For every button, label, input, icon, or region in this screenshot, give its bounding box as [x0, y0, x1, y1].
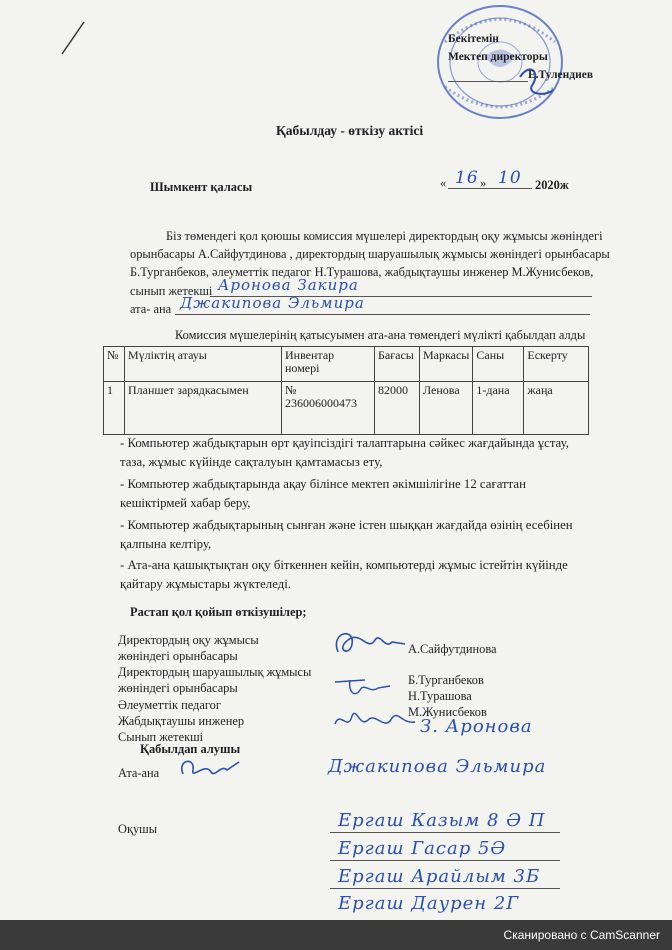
received-heading: Қабылдап алушы [140, 742, 241, 756]
name-4: М.Жунисбеков [408, 705, 487, 719]
date-open-quote: « [440, 176, 447, 190]
parent-underline [175, 314, 590, 315]
cell-quantity: 1-дана [473, 382, 524, 435]
cell-note: жаңа [524, 382, 589, 435]
cell-inventory-number: № 236006000473 [282, 382, 375, 435]
rule-line-6: қалпына келтіру, [120, 537, 212, 551]
cell-item-name: Планшет зарядкасымен [125, 382, 282, 435]
header-price: Бағасы [375, 347, 420, 382]
header-note: Ескерту [524, 347, 589, 382]
student-2: Ергаш Гасар 5Ә [338, 838, 507, 859]
student-3-underline [330, 888, 560, 889]
pen-mark [60, 18, 90, 58]
signatures-heading: Растап қол қойып өткізушілер; [130, 605, 307, 619]
approval-sign-line [448, 81, 528, 82]
approval-line-name: Е.Тулендиев [528, 69, 594, 81]
role-5: Әлеуметтік педагог [118, 698, 221, 712]
cell-brand: Ленова [420, 382, 473, 435]
table-header-row [104, 347, 589, 382]
rule-line-3: - Компьютер жабдықтарында ақау білінсе мектеп әкімшілігіне 12 сағаттан [120, 477, 526, 491]
round-stamp-icon [425, 2, 575, 132]
rule-line-7: - Ата-ана қашықтықтан оқу біткеннен кейін, компьютерді жұмыс істейтін күйінде [120, 558, 568, 572]
intro-parent-name: Джакипова Эльмира [180, 294, 365, 312]
header-quantity: Саны [473, 347, 524, 382]
table-row [104, 382, 589, 435]
role-1: Директордың оқу жұмысы [118, 633, 259, 647]
student-2-underline [330, 860, 560, 861]
rule-line-5: - Компьютер жабдықтарының сынған және істен шыққан жағдайда өзінің есебінен [120, 518, 573, 532]
student-3: Ергаш Арайлым 3Б [338, 866, 541, 887]
header-brand: Маркасы [420, 347, 473, 382]
rule-line-1: - Компьютер жабдықтарын өрт қауіпсіздігі талаптарына сәйкес жағдайында ұстау, [120, 436, 569, 450]
date-day: 16 [455, 168, 479, 188]
cell-price: 82000 [375, 382, 420, 435]
rule-line-4: кешіктірмей хабар беру, [120, 496, 251, 510]
rule-line-2: таза, жұмыс күйінде сақталуын қамтамасыз ету, [120, 455, 383, 469]
intro-line-6: Комиссия мүшелерінің қатысуымен ата-ана төмендегі мүлікті қабылдап алды [175, 328, 586, 342]
role-4: жөніндегі орынбасары [118, 681, 238, 695]
approval-line-director: Мектеп директоры [448, 51, 548, 63]
role-3: Директордың шаруашылық жұмысы [118, 665, 312, 679]
signature-1-icon [330, 622, 410, 662]
parent-signature-icon [175, 752, 245, 784]
cell-number: 1 [104, 382, 125, 435]
header-item-name: Мүліктің атауы [125, 347, 282, 382]
parent-handwritten-name: Джакипова Эльмира [328, 756, 547, 777]
intro-line-3: Б.Турганбеков, әлеуметтік педагог Н.Турашова, жабдықтаушы инженер М.Жунисбеков, [130, 265, 594, 279]
name-2: Б.Турганбеков [408, 673, 484, 687]
scanner-footer [0, 920, 672, 950]
scanner-watermark: Сканировано с CamScanner [503, 928, 660, 942]
date-close-quote: » [480, 176, 487, 190]
intro-line-1: Біз төмендегі қол қоюшы комиссия мүшелері директордың оқу жұмысы жөніндегі [166, 229, 603, 243]
intro-teacher-name: Аронова Закира [218, 276, 359, 294]
students-label: Оқушы [118, 822, 158, 836]
role-6: Жабдықтаушы инженер [118, 714, 245, 728]
header-inventory-number: Инвентар номері [282, 347, 375, 382]
intro-line-2: орынбасары А.Сайфутдинова , директордың шаруашылық жұмысы жөніндегі орынбасары [130, 247, 610, 261]
name-3: Н.Турашова [408, 689, 472, 703]
teacher-handwritten-name: З. Аронова [420, 716, 533, 737]
intro-parent-label: ата- ана [130, 302, 172, 316]
approval-line-approve: Бекітемін [448, 33, 499, 45]
parent-sign-label: Ата-ана [118, 766, 160, 780]
date-underline [448, 188, 532, 189]
student-1: Ергаш Казым 8 Ә П [338, 810, 546, 831]
intro-teacher-label: сынып жетекші [130, 284, 213, 298]
date-year: 2020ж [535, 178, 569, 192]
date-month: 10 [498, 168, 522, 188]
role-7: Сынып жетекші [118, 730, 204, 744]
header-number: № [104, 347, 125, 382]
rule-line-8: қайтару жұмыстары жүктеледі. [120, 577, 291, 591]
student-1-underline [330, 832, 560, 833]
signature-2-icon [330, 672, 400, 702]
page-title: Қабылдау - өткізу актісі [276, 123, 424, 138]
student-4: Ергаш Даурен 2Г [338, 893, 520, 914]
inventory-table [103, 346, 589, 435]
role-2: жөніндегі орынбасары [118, 649, 238, 663]
city: Шымкент қаласы [150, 180, 253, 194]
name-1: А.Сайфутдинова [408, 642, 497, 656]
signature-3-icon [330, 702, 420, 738]
